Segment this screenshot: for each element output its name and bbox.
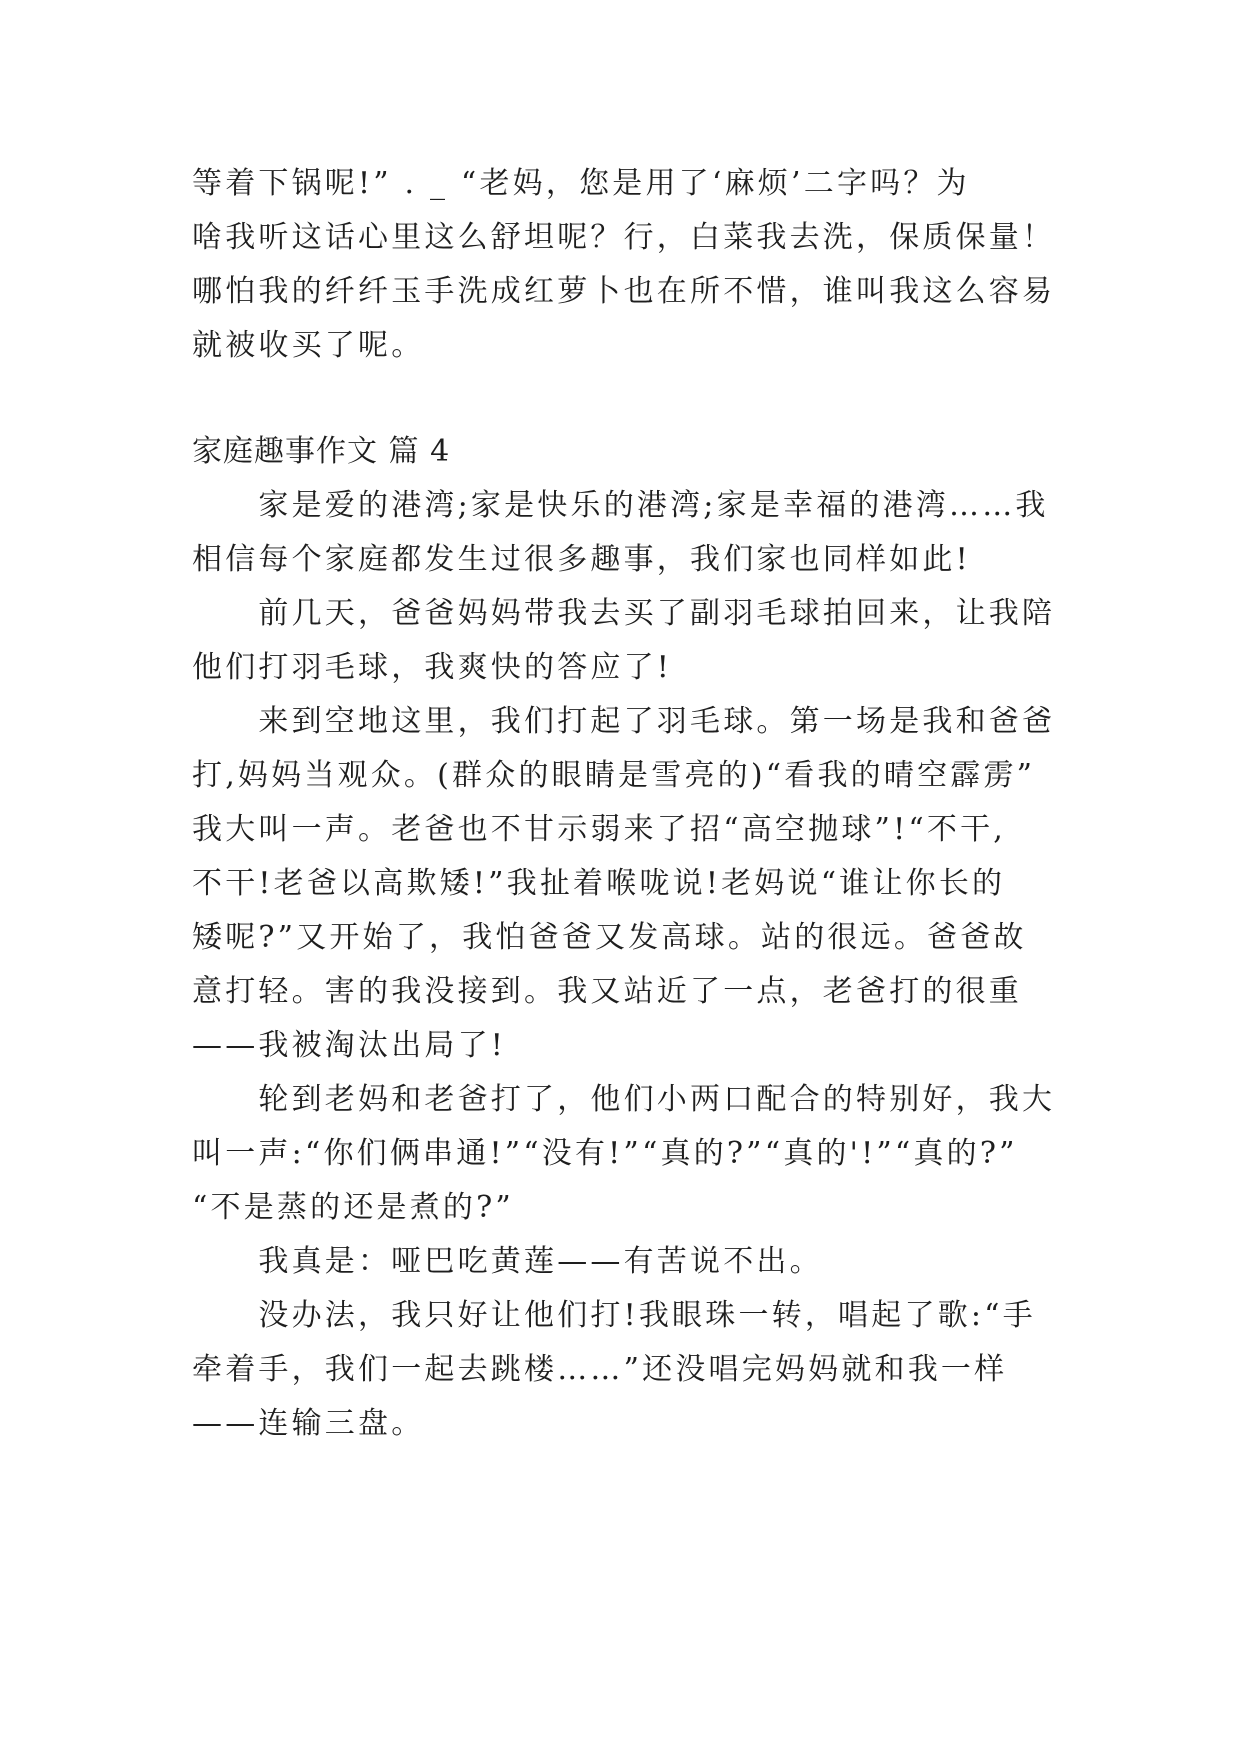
text-line: 我真是：哑巴吃黄莲——有苦说不出。 bbox=[192, 1244, 823, 1279]
text-line: 打,妈妈当观众。(群众的眼睛是雪亮的)“看我的晴空霹雳” bbox=[192, 758, 1036, 793]
text-line: 轮到老妈和老爸打了，他们小两口配合的特别好，我大 bbox=[192, 1082, 1056, 1117]
text-line: ——连输三盘。 bbox=[192, 1406, 425, 1441]
text-line: 没办法，我只好让他们打!我眼珠一转，唱起了歌:“手 bbox=[192, 1298, 1036, 1333]
text-line: 不干!老爸以高欺矮!”我扯着喉咙说!老妈说“谁让你长的 bbox=[192, 866, 1006, 901]
text-line: 哪怕我的纤纤玉手洗成红萝卜也在所不惜，谁叫我这么容易 bbox=[192, 274, 1056, 309]
text-line: 前几天，爸爸妈妈带我去买了副羽毛球拍回来，让我陪 bbox=[192, 596, 1056, 631]
text-line: 意打轻。害的我没接到。我又站近了一点，老爸打的很重 bbox=[192, 974, 1022, 1009]
text-line: “不是蒸的还是煮的?” bbox=[192, 1190, 514, 1225]
text-line: 相信每个家庭都发生过很多趣事，我们家也同样如此! bbox=[192, 542, 971, 577]
text-line: 等着下锅呢!” . _ “老妈，您是用了‘麻烦’二字吗？为 bbox=[192, 166, 970, 201]
text-line: 他们打羽毛球，我爽快的答应了! bbox=[192, 650, 673, 685]
text-line: 来到空地这里，我们打起了羽毛球。第一场是我和爸爸 bbox=[192, 704, 1056, 739]
text-line: 啥我听这话心里这么舒坦呢？行，白菜我去洗，保质保量！ bbox=[192, 220, 1056, 255]
text-line: 叫一声:“你们俩串通!”“没有!”“真的?”“真的'!”“真的?” bbox=[192, 1136, 1018, 1171]
text-line: 矮呢?”又开始了，我怕爸爸又发高球。站的很远。爸爸故 bbox=[192, 920, 1027, 955]
section-title: 家庭趣事作文 篇 4 bbox=[192, 434, 451, 469]
text-line: 我大叫一声。老爸也不甘示弱来了招“高空抛球”!“不干, bbox=[192, 812, 1007, 847]
text-line: 就被收买了呢。 bbox=[192, 328, 425, 363]
text-line: ——我被淘汰出局了! bbox=[192, 1028, 507, 1063]
text-line: 牵着手，我们一起去跳楼……”还没唱完妈妈就和我一样 bbox=[192, 1352, 1008, 1387]
text-line: 家是爱的港湾;家是快乐的港湾;家是幸福的港湾……我 bbox=[192, 488, 1049, 523]
